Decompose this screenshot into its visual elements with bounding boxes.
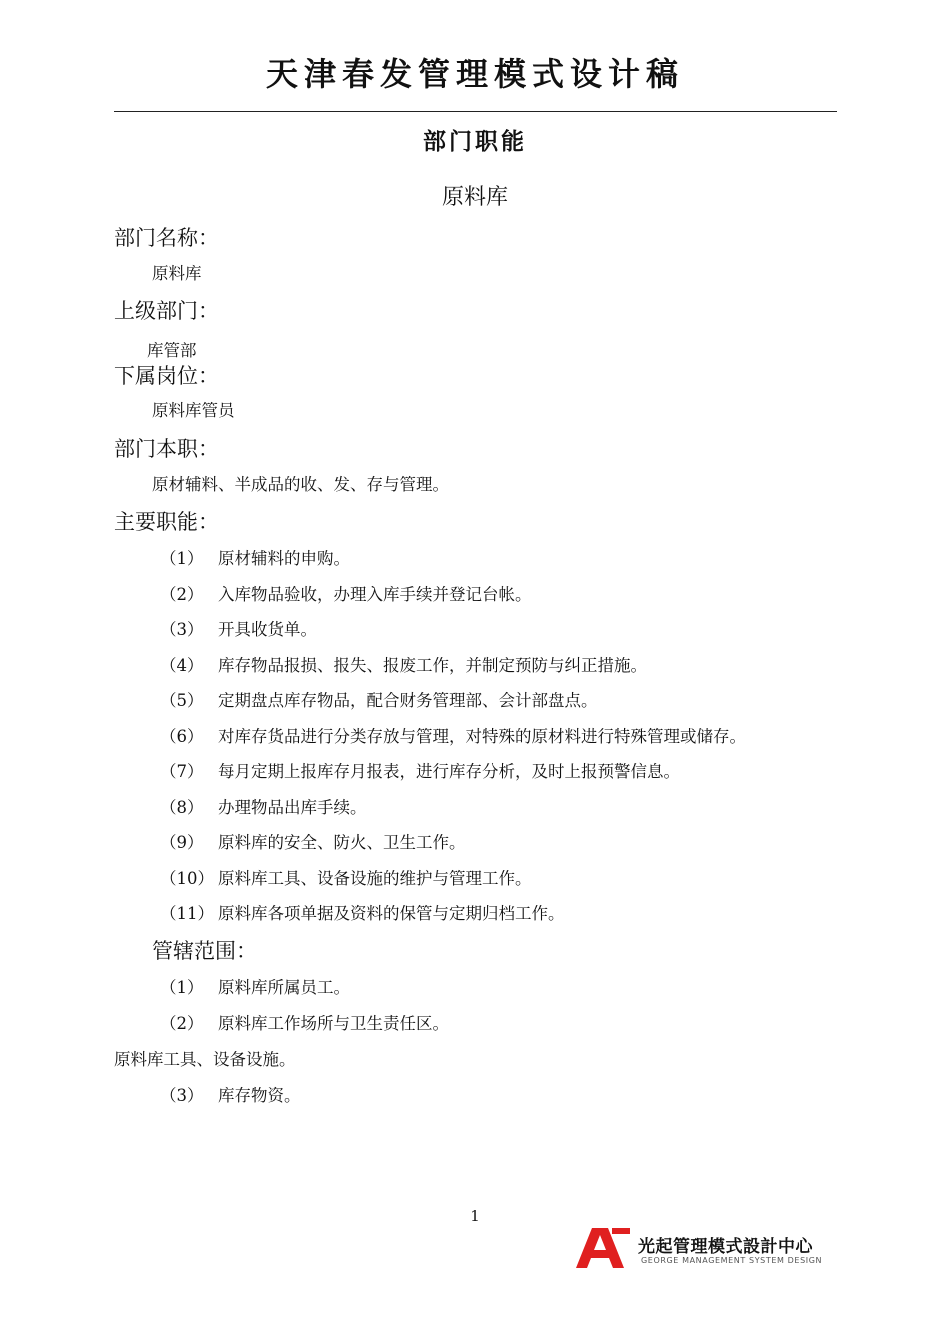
field-value-superior: 库管部 [147, 341, 197, 360]
item-text: 原材辅料的申购。 [218, 549, 350, 568]
list-item [160, 867, 532, 891]
list-item [160, 831, 466, 855]
item-text: 原料库所属员工。 [218, 978, 350, 997]
item-number: （8） [160, 798, 204, 817]
list-item [160, 796, 367, 820]
item-number: （10） [160, 869, 214, 888]
header-divider [114, 111, 837, 112]
item-number: （3） [160, 620, 204, 639]
field-label-name: 部门名称： [114, 226, 219, 250]
document-title: 天津春发管理模式设计稿 [265, 55, 684, 93]
list-item [160, 1084, 301, 1108]
item-number: （2） [160, 1014, 204, 1033]
item-number: （2） [160, 585, 204, 604]
item-number: （4） [160, 656, 204, 675]
list-item [160, 583, 532, 607]
item-text: 库存物品报损、报失、报废工作，并制定预防与纠正措施。 [218, 656, 647, 675]
list-item [160, 725, 746, 749]
page-number: 1 [470, 1207, 480, 1225]
item-number: （1） [160, 549, 204, 568]
field-value-name: 原料库 [152, 264, 202, 283]
list-item [160, 547, 350, 571]
list-item [160, 902, 565, 926]
item-text: 原料库工作场所与卫生责任区。 [218, 1014, 449, 1033]
list-item [160, 618, 317, 642]
item-text: 定期盘点库存物品，配合财务管理部、会计部盘点。 [218, 691, 598, 710]
field-value-duty: 原材辅料、半成品的收、发、存与管理。 [152, 475, 449, 494]
department-title: 原料库 [441, 185, 508, 210]
logo-english-name: GEORGE MANAGEMENT SYSTEM DESIGN [641, 1256, 823, 1265]
scope-loose-line: 原料库工具、设备设施。 [114, 1050, 296, 1069]
functions-label: 主要职能： [114, 510, 219, 534]
field-label-duty: 部门本职： [114, 437, 219, 461]
item-number: （9） [160, 833, 204, 852]
item-number: （6） [160, 727, 204, 746]
logo-a-icon [574, 1226, 632, 1268]
list-item [160, 1012, 449, 1036]
item-text: 原料库工具、设备设施的维护与管理工作。 [218, 869, 532, 888]
field-label-subordinate: 下属岗位： [114, 364, 219, 388]
list-item [160, 689, 598, 713]
item-number: （7） [160, 762, 204, 781]
scope-label: 管辖范围： [152, 939, 257, 963]
list-item [160, 976, 350, 1000]
item-text: 每月定期上报库存月报表，进行库存分析，及时上报预警信息。 [218, 762, 680, 781]
item-number: （1） [160, 978, 204, 997]
item-text: 库存物资。 [218, 1086, 301, 1105]
field-label-superior: 上级部门： [114, 299, 219, 323]
item-text: 开具收货单。 [218, 620, 317, 639]
item-number: （3） [160, 1086, 204, 1105]
section-title: 部门职能 [423, 129, 527, 155]
list-item [160, 760, 680, 784]
item-number: （5） [160, 691, 204, 710]
item-number: （11） [160, 904, 214, 923]
list-item [160, 654, 647, 678]
item-text: 办理物品出库手续。 [218, 798, 367, 817]
item-text: 入库物品验收，办理入库手续并登记台帐。 [218, 585, 532, 604]
item-text: 原料库的安全、防火、卫生工作。 [218, 833, 466, 852]
item-text: 对库存货品进行分类存放与管理，对特殊的原材料进行特殊管理或储存。 [218, 727, 746, 746]
footer-logo [574, 1226, 844, 1270]
item-text: 原料库各项单据及资料的保管与定期归档工作。 [218, 904, 565, 923]
field-value-subordinate: 原料库管员 [152, 401, 235, 420]
logo-chinese-name: 光起管理模式設計中心 [638, 1237, 813, 1257]
